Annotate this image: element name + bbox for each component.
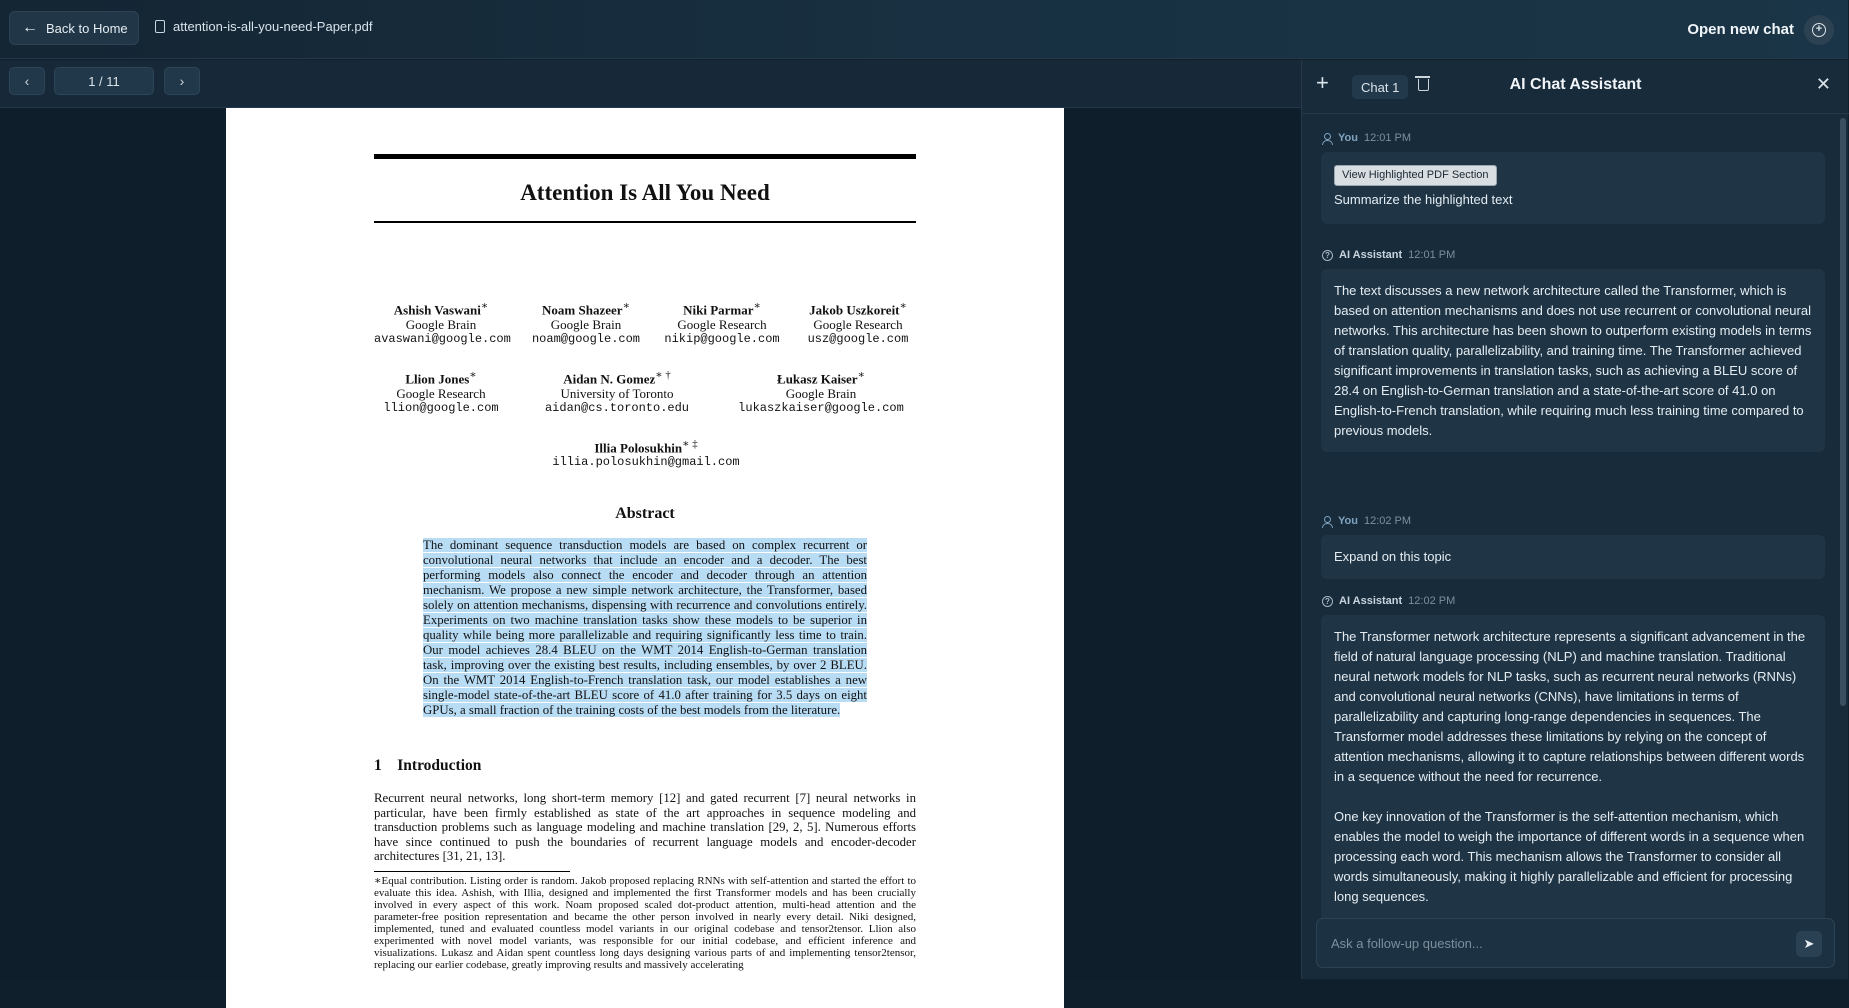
back-to-home-label: Back to Home xyxy=(46,20,128,36)
author-block: Llion Jones∗ Google Research llion@google.com xyxy=(383,369,499,416)
author-block: Łukasz Kaiser∗ Google Brain lukaszkaiser@google.com xyxy=(738,369,904,416)
file-name-label: attention-is-all-you-need-Paper.pdf xyxy=(173,19,373,34)
footnote-rule xyxy=(374,871,570,872)
previous-page-button[interactable] xyxy=(9,67,45,95)
paper-title: Attention Is All You Need xyxy=(520,180,770,205)
author-block: Aidan N. Gomez∗ † University of Toronto aidan@cs.toronto.edu xyxy=(544,369,690,416)
file-name xyxy=(155,19,372,34)
section-heading: 1 Introduction xyxy=(374,757,482,774)
assistant-message: The Transformer network architecture represents a significant advancement in the field of natural language processing (NLP) and machine translation. Traditional neural network models for NLP tasks, such as recurrent neural networks (RNNs) and convolutional neural networks (CNNs), have limitations in terms of parallelizability and capturing long-range dependencies in sequences. The Transformer model addresses these limitations by relying on the concept of attention mechanisms, allowing it to capture relationships between different words in a sequence without the need for recurrence. One key innovation of the Transformer is the self-attention mechanism, which enables the model to weigh the importance of different words in a sequence when processing each word. This mechanism allows the Transformer to consider all words simultaneously, making it highly parallelizable and efficient for processing long sequences. xyxy=(1321,615,1825,935)
back-to-home-button[interactable] xyxy=(9,11,139,45)
message-meta: ? AI Assistant 12:01 PM xyxy=(1322,249,1455,261)
assistant-icon: ? xyxy=(1322,596,1333,607)
chevron-left-icon: ‹ xyxy=(24,73,30,89)
message-meta: You 12:02 PM xyxy=(1322,515,1411,527)
arrow-left-icon: ← xyxy=(22,19,38,36)
message-meta: You 12:01 PM xyxy=(1322,132,1411,144)
new-chat-plus-icon[interactable]: + xyxy=(1316,70,1329,95)
send-button[interactable] xyxy=(1796,931,1822,957)
trash-icon[interactable] xyxy=(1418,79,1429,91)
assistant-icon: ? xyxy=(1322,250,1333,261)
view-highlighted-pdf-section-button[interactable]: View Highlighted PDF Section xyxy=(1334,165,1497,186)
author-block: Jakob Uszkoreit∗ Google Research usz@google.com xyxy=(807,300,909,347)
user-icon xyxy=(1322,516,1332,527)
user-icon xyxy=(1322,133,1332,144)
title-rule-bottom xyxy=(374,221,916,223)
top-bar xyxy=(0,0,1848,59)
assistant-message: The text discusses a new network architecture called the Transformer, which is based on attention mechanisms and does not use recurrent or convolutional neural networks. This architecture has been shown to outperform existing models in terms of translation quality, parallelizability, and training time. The Transformer achieved significant improvements in translation tasks, such as achieving a BLEU score of 28.4 on English-to-German translation and a state-of-the-art score of 41.0 on English-to-French translation, while requiring much less training time compared to previous models. xyxy=(1321,269,1825,452)
tab-chat-1[interactable]: Chat 1 xyxy=(1352,75,1408,99)
intro-paragraph: Recurrent neural networks, long short-term memory [12] and gated recurrent [7] neural networks in particular, have been firmly established as state of the art approaches in sequence modeling and transduction problems such as language modeling and machine translation [29, 2, 5]. Numerous efforts have since continued to push the boundaries of recurrent language models and encoder-decoder architectures [31, 21, 13]. xyxy=(374,791,916,863)
chat-header xyxy=(1302,60,1849,114)
close-icon[interactable]: ✕ xyxy=(1815,74,1831,94)
chat-input-container xyxy=(1316,918,1835,968)
message-meta: ? AI Assistant 12:02 PM xyxy=(1322,595,1455,607)
footnote: ∗Equal contribution. Listing order is random. Jakob proposed replacing RNNs with self-attention and started the effort to evaluate this idea. Ashish, with Illia, designed and implemented the first Transformer models and has been crucially involved in every aspect of this work. Noam proposed scaled dot-product attention, multi-head attention and the parameter-free position representation and became the other person involved in nearly every detail. Niki designed, implemented, tuned and evaluated countless model variants in our original codebase and tensor2tensor. Llion also experimented with novel model variants, was responsible for our initial codebase, and efficient inference and visualizations. Lukasz and Aidan spent countless long days designing various parts of and implementing tensor2tensor, replacing our earlier codebase, greatly improving results and massively accelerating xyxy=(374,875,916,971)
open-new-chat-label: Open new chat xyxy=(1687,21,1794,38)
send-icon: ➤ xyxy=(1803,936,1815,951)
pdf-page[interactable] xyxy=(226,108,1064,1008)
author-block: Noam Shazeer∗ Google Brain noam@google.com xyxy=(531,300,641,347)
message-list[interactable] xyxy=(1302,114,1849,902)
pdf-viewer[interactable] xyxy=(0,108,1301,979)
user-message: View Highlighted PDF Section Summarize the highlighted text xyxy=(1321,152,1825,224)
open-new-chat-button[interactable] xyxy=(1687,0,1848,59)
abstract-heading: Abstract xyxy=(615,505,675,522)
author-block: Illia Polosukhin∗ ‡ illia.polosukhin@gmail.com xyxy=(552,438,740,470)
abstract-text-highlighted[interactable]: The dominant sequence transduction models are based on complex recurrent or convolutional neural networks that include an encoder and a decoder. The best performing models also connect the encoder and decoder through an attention mechanism. We propose a new simple network architecture, the Transformer, based solely on attention mechanisms, dispensing with recurrence and convolutions entirely. Experiments on two machine translation tasks show these models to be superior in quality while being more parallelizable and requiring significantly less time to train. Our model achieves 28.4 BLEU on the WMT 2014 English-to-German translation task, improving over the existing best results, including ensembles, by over 2 BLEU. On the WMT 2014 English-to-French translation task, our model establishes a new single-model state-of-the-art BLEU score of 41.0 after training for 3.5 days on eight GPUs, a small fraction of the training costs of the best models from the literature. xyxy=(423,538,867,717)
user-message: Expand on this topic xyxy=(1321,535,1825,579)
file-icon xyxy=(155,20,165,33)
author-block: Ashish Vaswani∗ Google Brain avaswani@google.com xyxy=(374,300,511,347)
page-indicator[interactable]: 1 / 11 xyxy=(54,67,154,95)
plus-circle-icon[interactable]: + xyxy=(1804,15,1834,45)
author-block: Niki Parmar∗ Google Research nikip@google.com xyxy=(664,300,780,347)
pdf-toolbar xyxy=(0,60,1301,108)
follow-up-question-input[interactable] xyxy=(1317,919,1787,967)
title-rule-top xyxy=(374,154,916,159)
chevron-right-icon: › xyxy=(179,73,185,89)
chat-panel xyxy=(1301,60,1848,979)
next-page-button[interactable] xyxy=(164,67,200,95)
chat-title: AI Chat Assistant xyxy=(1509,76,1642,93)
chat-scrollbar[interactable] xyxy=(1840,118,1846,706)
